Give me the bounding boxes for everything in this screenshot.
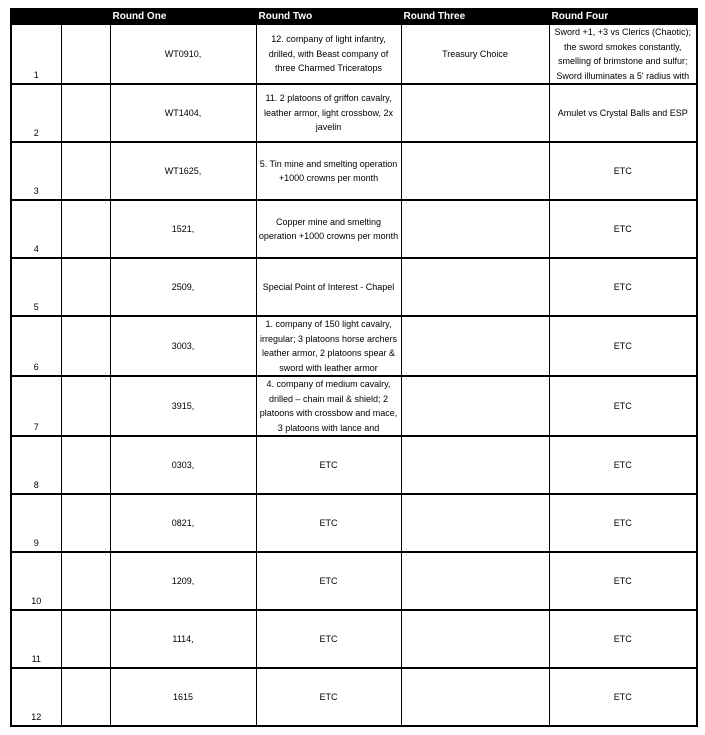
row-number-cell[interactable]: 3 [11, 142, 61, 200]
round-three-cell[interactable] [401, 84, 549, 142]
round-three-cell[interactable] [401, 552, 549, 610]
round-one-text: 1209, [171, 575, 195, 586]
round-one-cell[interactable] [110, 610, 256, 668]
blank-cell[interactable] [61, 376, 110, 436]
round-one-cell[interactable] [110, 552, 256, 610]
round-two-cell[interactable] [256, 25, 401, 85]
round-three-cell[interactable] [401, 668, 549, 726]
row-number-cell[interactable]: 4 [11, 200, 61, 258]
round-two-text: 5. Tin mine and smelting operation +1000 crowns per month [259, 158, 398, 183]
round-four-cell[interactable] [549, 258, 697, 316]
row-number-cell[interactable]: 10 [11, 552, 61, 610]
round-one-cell[interactable] [110, 84, 256, 142]
round-one-text: 3915, [171, 400, 195, 411]
round-one-text: 2509, [171, 281, 195, 292]
round-one-text: 1615 [172, 691, 194, 702]
blank-cell[interactable] [61, 316, 110, 376]
round-two-cell[interactable] [256, 494, 401, 552]
round-three-cell[interactable] [401, 376, 549, 436]
round-two-text: ETC [319, 633, 338, 644]
round-four-cell[interactable] [549, 494, 697, 552]
round-three-cell[interactable] [401, 142, 549, 200]
round-one-cell[interactable] [110, 376, 256, 436]
round-four-text: ETC [613, 340, 632, 351]
header-cell-blank[interactable] [61, 9, 110, 25]
round-three-cell[interactable] [401, 258, 549, 316]
round-two-text: 1. company of 150 light cavalry, irregular; 3 platoons horse archers leather armor, 2 platoons spear & sword with leather armor [259, 319, 398, 373]
round-two-cell[interactable] [256, 142, 401, 200]
table-row [11, 258, 697, 316]
table-row [11, 552, 697, 610]
round-four-cell[interactable] [549, 552, 697, 610]
row-number-cell[interactable]: 8 [11, 436, 61, 494]
row-number-cell[interactable]: 6 [11, 316, 61, 376]
table-row [11, 84, 697, 142]
table-body [11, 25, 697, 727]
row-number-cell[interactable]: 12 [11, 668, 61, 726]
header-row [11, 9, 697, 25]
blank-cell[interactable] [61, 142, 110, 200]
table-row [11, 436, 697, 494]
rounds-table [10, 8, 698, 727]
header-cell-round-two[interactable]: Round Two [256, 9, 401, 25]
round-one-text: 0303, [171, 459, 195, 470]
blank-cell[interactable] [61, 258, 110, 316]
round-two-cell[interactable] [256, 610, 401, 668]
row-number-cell[interactable]: 2 [11, 84, 61, 142]
round-four-cell[interactable] [549, 436, 697, 494]
round-one-cell[interactable] [110, 258, 256, 316]
round-four-text: ETC [613, 633, 632, 644]
blank-cell[interactable] [61, 552, 110, 610]
table-row [11, 142, 697, 200]
table-row [11, 668, 697, 726]
row-number-cell[interactable]: 11 [11, 610, 61, 668]
round-one-text: 1114, [172, 633, 194, 644]
row-number-cell[interactable]: 7 [11, 376, 61, 436]
round-two-cell[interactable] [256, 552, 401, 610]
round-one-text: WT1625, [164, 165, 202, 176]
round-two-cell[interactable] [256, 316, 401, 376]
round-one-cell[interactable] [110, 316, 256, 376]
round-three-cell[interactable] [401, 494, 549, 552]
round-four-text: ETC [613, 281, 632, 292]
round-two-cell[interactable] [256, 84, 401, 142]
round-four-text: ETC [613, 459, 632, 470]
round-two-cell[interactable] [256, 258, 401, 316]
blank-cell[interactable] [61, 494, 110, 552]
round-four-cell[interactable] [549, 316, 697, 376]
round-four-cell[interactable] [549, 668, 697, 726]
round-three-cell[interactable] [401, 436, 549, 494]
round-one-cell[interactable] [110, 200, 256, 258]
blank-cell[interactable] [61, 200, 110, 258]
round-four-cell[interactable] [549, 142, 697, 200]
round-one-cell[interactable] [110, 668, 256, 726]
round-two-cell[interactable] [256, 376, 401, 436]
table-row [11, 494, 697, 552]
round-three-cell[interactable] [401, 316, 549, 376]
table-row [11, 25, 697, 85]
round-two-cell[interactable] [256, 200, 401, 258]
round-one-text: WT0910, [164, 48, 202, 59]
round-four-cell[interactable] [549, 25, 697, 85]
table-row [11, 376, 697, 436]
round-one-text: 0821, [171, 517, 195, 528]
round-four-cell[interactable] [549, 376, 697, 436]
table-row [11, 610, 697, 668]
round-three-text: Treasury Choice [442, 48, 508, 59]
round-one-text: 1521, [171, 223, 195, 234]
row-number-cell[interactable]: 9 [11, 494, 61, 552]
round-one-text: 3003, [171, 340, 195, 351]
blank-cell[interactable] [61, 84, 110, 142]
round-two-text: ETC [319, 575, 338, 586]
header-cell-number[interactable] [11, 9, 61, 25]
round-two-cell[interactable] [256, 436, 401, 494]
round-one-cell[interactable] [110, 494, 256, 552]
round-three-cell[interactable] [401, 25, 549, 85]
header-cell-round-one[interactable]: Round One [110, 9, 256, 25]
row-number-cell[interactable]: 5 [11, 258, 61, 316]
round-four-text: ETC [613, 691, 632, 702]
round-two-text: Special Point of Interest - Chapel [262, 281, 395, 292]
round-three-cell[interactable] [401, 610, 549, 668]
round-four-cell[interactable] [549, 610, 697, 668]
table-row [11, 316, 697, 376]
round-four-text: Sword +1, +3 vs Clerics (Chaotic); the sword smokes constantly, smelling of brimstone and sulfur; Sword illuminates a 5' radius with [554, 27, 692, 81]
blank-cell[interactable] [61, 436, 110, 494]
round-three-cell[interactable] [401, 200, 549, 258]
round-one-cell[interactable] [110, 436, 256, 494]
spreadsheet-sheet [10, 8, 696, 727]
round-two-text: ETC [319, 517, 338, 528]
round-two-text: ETC [319, 459, 338, 470]
table-row [11, 200, 697, 258]
round-one-cell[interactable] [110, 25, 256, 85]
blank-cell[interactable] [61, 668, 110, 726]
round-one-cell[interactable] [110, 142, 256, 200]
round-four-text: ETC [613, 223, 632, 234]
round-four-cell[interactable] [549, 200, 697, 258]
row-number-cell[interactable]: 1 [11, 25, 61, 85]
header-cell-round-four[interactable]: Round Four [549, 9, 697, 25]
round-two-text: ETC [319, 691, 338, 702]
round-four-text: Amulet vs Crystal Balls and ESP [557, 107, 688, 118]
round-four-text: ETC [613, 165, 632, 176]
round-four-text: ETC [613, 400, 632, 411]
round-four-cell[interactable] [549, 84, 697, 142]
round-two-text: 4. company of medium cavalry, drilled – chain mail & shield; 2 platoons with crossbow and mace, 3 platoons with lance and [259, 379, 398, 433]
round-one-text: WT1404, [164, 107, 202, 118]
round-two-text: 12. company of light infantry, drilled, with Beast company of three Charmed Triceratops [268, 34, 389, 74]
round-two-text: Copper mine and smelting operation +1000 crowns per month [258, 216, 399, 241]
blank-cell[interactable] [61, 25, 110, 85]
round-four-text: ETC [613, 575, 632, 586]
header-cell-round-three[interactable]: Round Three [401, 9, 549, 25]
blank-cell[interactable] [61, 610, 110, 668]
round-two-cell[interactable] [256, 668, 401, 726]
round-four-text: ETC [613, 517, 632, 528]
round-two-text: 11. 2 platoons of griffon cavalry, leather armor, light crossbow, 2x javelin [263, 93, 394, 133]
